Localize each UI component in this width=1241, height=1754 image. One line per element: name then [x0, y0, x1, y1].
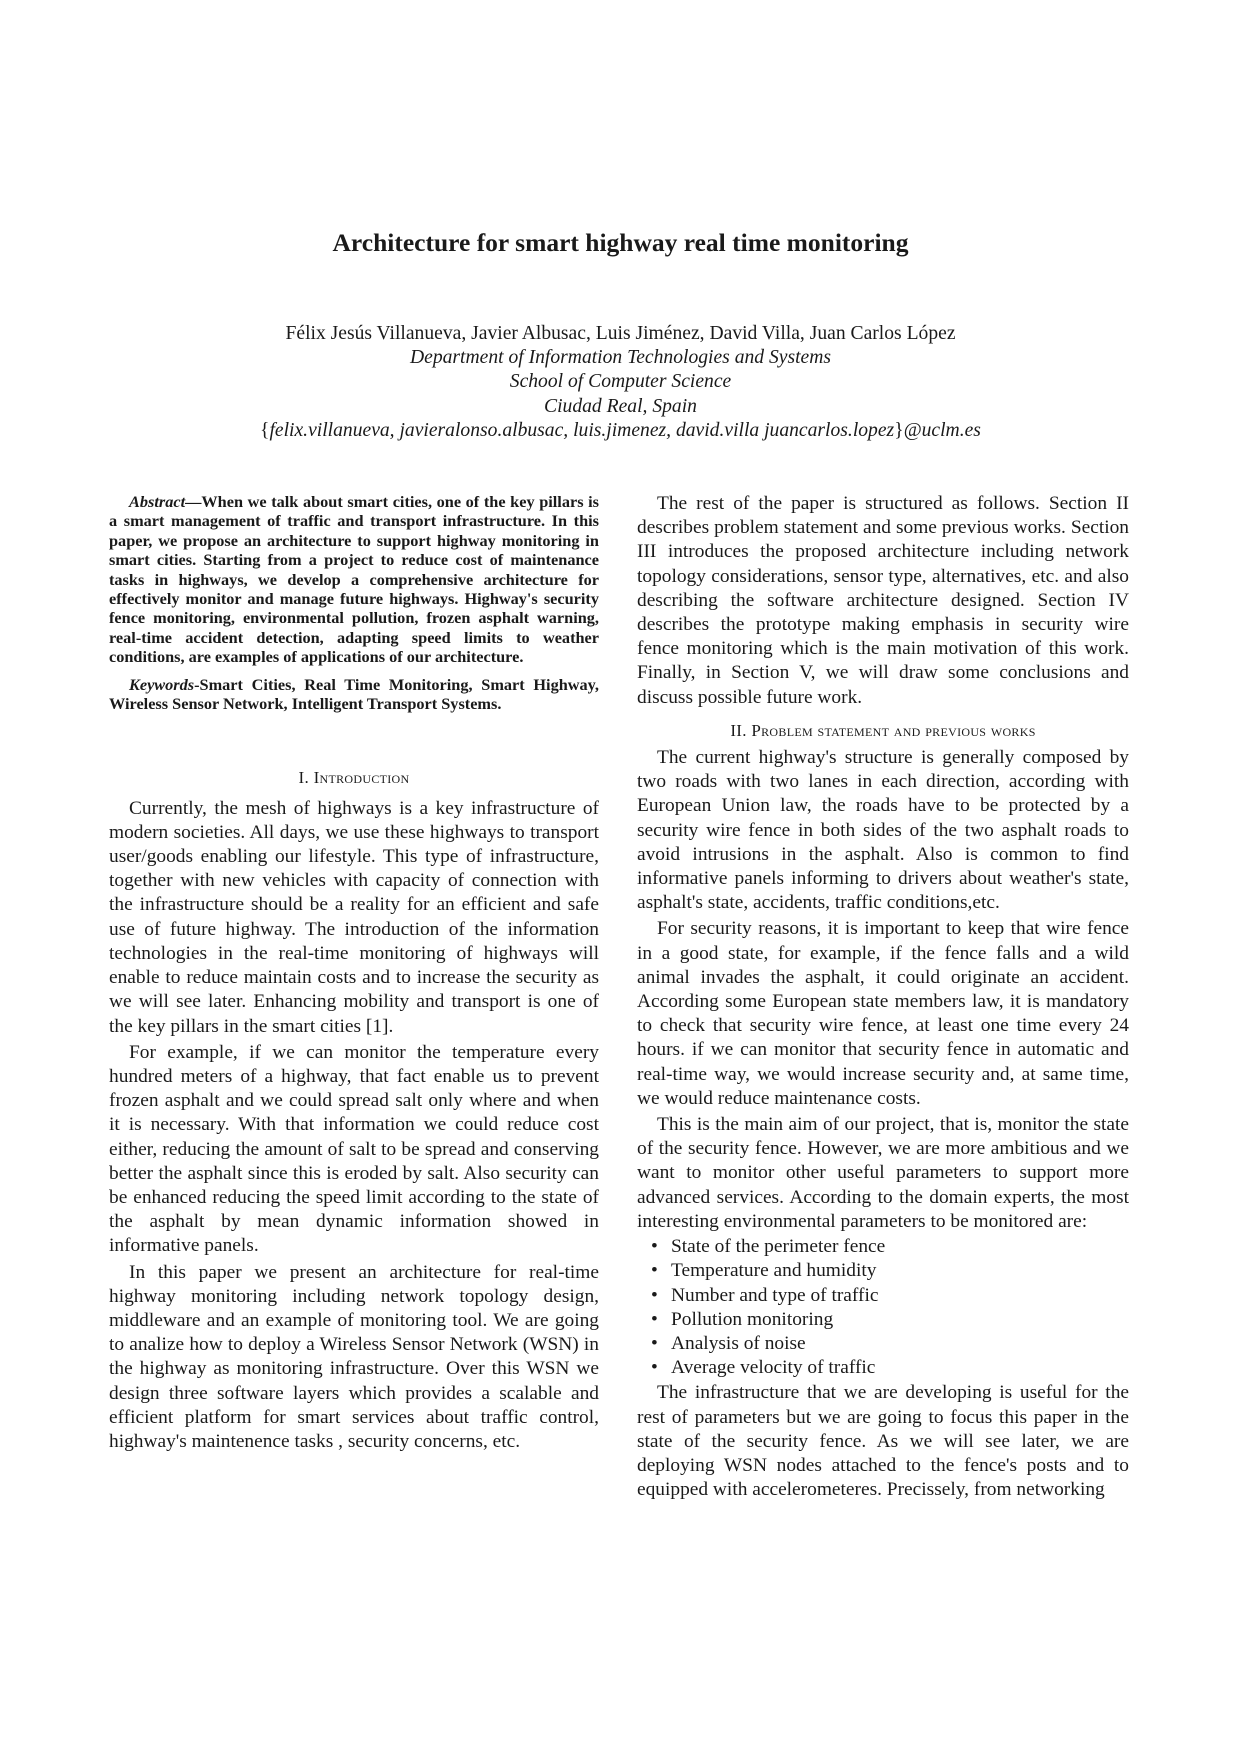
intro-paragraph-2: For example, if we can monitor the temperature every hundred meters of a highway, that fact enable us to prevent frozen asphalt and we could spread salt only where and when it is necessary. With that information we could reduce cost either, reducing the amount of salt to be spread and conserving better the asphalt since this is eroded by salt. Also security can be enhanced reducing the speed limit according to the state of the asphalt by mean dynamic information showed in informative panels. — [109, 1041, 599, 1257]
affiliation-school: School of Computer Science — [509, 371, 732, 393]
list-item: • Pollution monitoring — [651, 1308, 1129, 1332]
author-names: Félix Jesús Villanueva, Javier Albusac, Luis Jiménez, David Villa, Juan Carlos López — [285, 323, 956, 344]
email-brace-open: { — [260, 419, 270, 441]
section-heading-problem-statement — [637, 719, 1129, 743]
parameter-list — [637, 1235, 1129, 1380]
structure-paragraph: The rest of the paper is structured as follows. Section II describes problem statement and some previous works. Section III introduces the proposed architecture including network topology considerations, sensor type, alternatives, etc. and also describing the software architecture designed. Section IV describes the prototype making emphasis in security wire fence monitoring which is the main motivation of this work. Finally, in Section V, we will draw some conclusions and discuss possible future work. — [637, 493, 1129, 708]
author-emails — [0, 419, 1241, 443]
email-brace-close: } — [894, 419, 904, 441]
left-column — [109, 492, 599, 1454]
abstract-label: Abstract — [129, 492, 186, 511]
paper-title: Architecture for smart highway real time monitoring — [332, 228, 909, 257]
affiliation-city: Ciudad Real, Spain — [544, 395, 697, 417]
author-block — [0, 322, 1241, 443]
problem-paragraph-3: This is the main aim of our project, that is, monitor the state of the security fence. However, we are more ambitious and we want to monitor other useful parameters to support more advanced services. According to the domain experts, the most interesting environmental parameters to be monitored are: — [637, 1114, 1129, 1232]
list-item: • Temperature and humidity — [651, 1259, 1129, 1283]
problem-paragraph-1: The current highway's structure is generally composed by two roads with two lanes in each direction, according with European Union law, the roads have to be protected by a security wire fence in both sides of the two asphalt roads to avoid intrusions in the asphalt. Also is common to find informative panels informing to drivers about weather's state, asphalt's state, accidents, traffic conditions,etc. — [637, 747, 1129, 914]
section-title: Introduction — [313, 768, 410, 788]
section-numeral: II. — [730, 720, 752, 740]
problem-paragraph-2: For security reasons, it is important to keep that wire fence in a good state, for example, if the fence falls and a wild animal invades the asphalt, it could originate an accident. According some European state members law, it is mandatory to check that security wire fence, at least one time every 24 hours. if we can monitor that security fence in automatic and real-time way, we would increase security and, at same time, we would reduce maintenance costs. — [637, 918, 1129, 1109]
abstract-text: —When we talk about smart cities, one of the key pillars is a smart management of traffic and transport infrastructure. In this paper, we propose an architecture to support highway monitoring in smart cities. Starting from a project to reduce cost of maintenance tasks in highways, we develop a comprehensive architecture for effectively monitor and manage future highways. Highway's security fence monitoring, environmental pollution, frozen asphalt warning, real-time accident detection, adapting speed limits to weather conditions, are examples of applications of our architecture. — [109, 492, 599, 667]
intro-paragraph-3: In this paper we present an architecture for real-time highway monitoring including network topology design, middleware and an example of monitoring tool. We are going to analize how to deploy a Wireless Sensor Network (WSN) in the highway as monitoring infrastructure. Over this WSN we design three software layers which provides a scalable and efficient platform for smart services about traffic control, highway's maintenence tasks , security concerns, etc. — [109, 1261, 599, 1452]
intro-paragraph-1: Currently, the mesh of highways is a key infrastructure of modern societies. All days, we use these highways to transport user/goods enabling our lifestyle. This type of infrastructure, together with new vehicles with capacity of connection with the infrastructure should be a reality for an efficient and safe use of future highway. The introduction of the information technologies in the real-time monitoring of highways will enable to reduce maintain costs and to increase the security as we will see later. Enhancing mobility and transport is one of the key pillars in the smart cities [1]. — [109, 797, 599, 1037]
section-heading-introduction — [109, 766, 599, 790]
list-item: • Average velocity of traffic — [651, 1356, 1129, 1380]
affiliation-department: Department of Information Technologies and Systems — [409, 347, 832, 369]
list-item: • State of the perimeter fence — [651, 1235, 1129, 1259]
section-numeral: I. — [298, 768, 314, 788]
email-list: felix.villanueva, javieralonso.albusac, luis.jimenez, david.villa juancarlos.lopez — [269, 419, 895, 441]
abstract — [109, 492, 599, 667]
right-column — [637, 492, 1129, 1502]
keywords — [109, 675, 599, 714]
section-title: Problem statement and previous works — [751, 720, 1036, 740]
problem-paragraph-4: The infrastructure that we are developing is useful for the rest of parameters but we are going to focus this paper in the state of the security fence. As we will see later, we are deploying WSN nodes attached to the fence's posts and to equipped with accelerometeres. Precissely, from networking — [637, 1382, 1129, 1501]
email-domain: @uclm.es — [903, 419, 981, 441]
list-item: • Analysis of noise — [651, 1332, 1129, 1356]
keywords-text: -Smart Cities, Real Time Monitoring, Smart Highway, Wireless Sensor Network, Intelligent Transport Systems. — [109, 674, 599, 714]
keywords-label: Keywords — [129, 674, 195, 694]
list-item: • Number and type of traffic — [651, 1284, 1129, 1308]
